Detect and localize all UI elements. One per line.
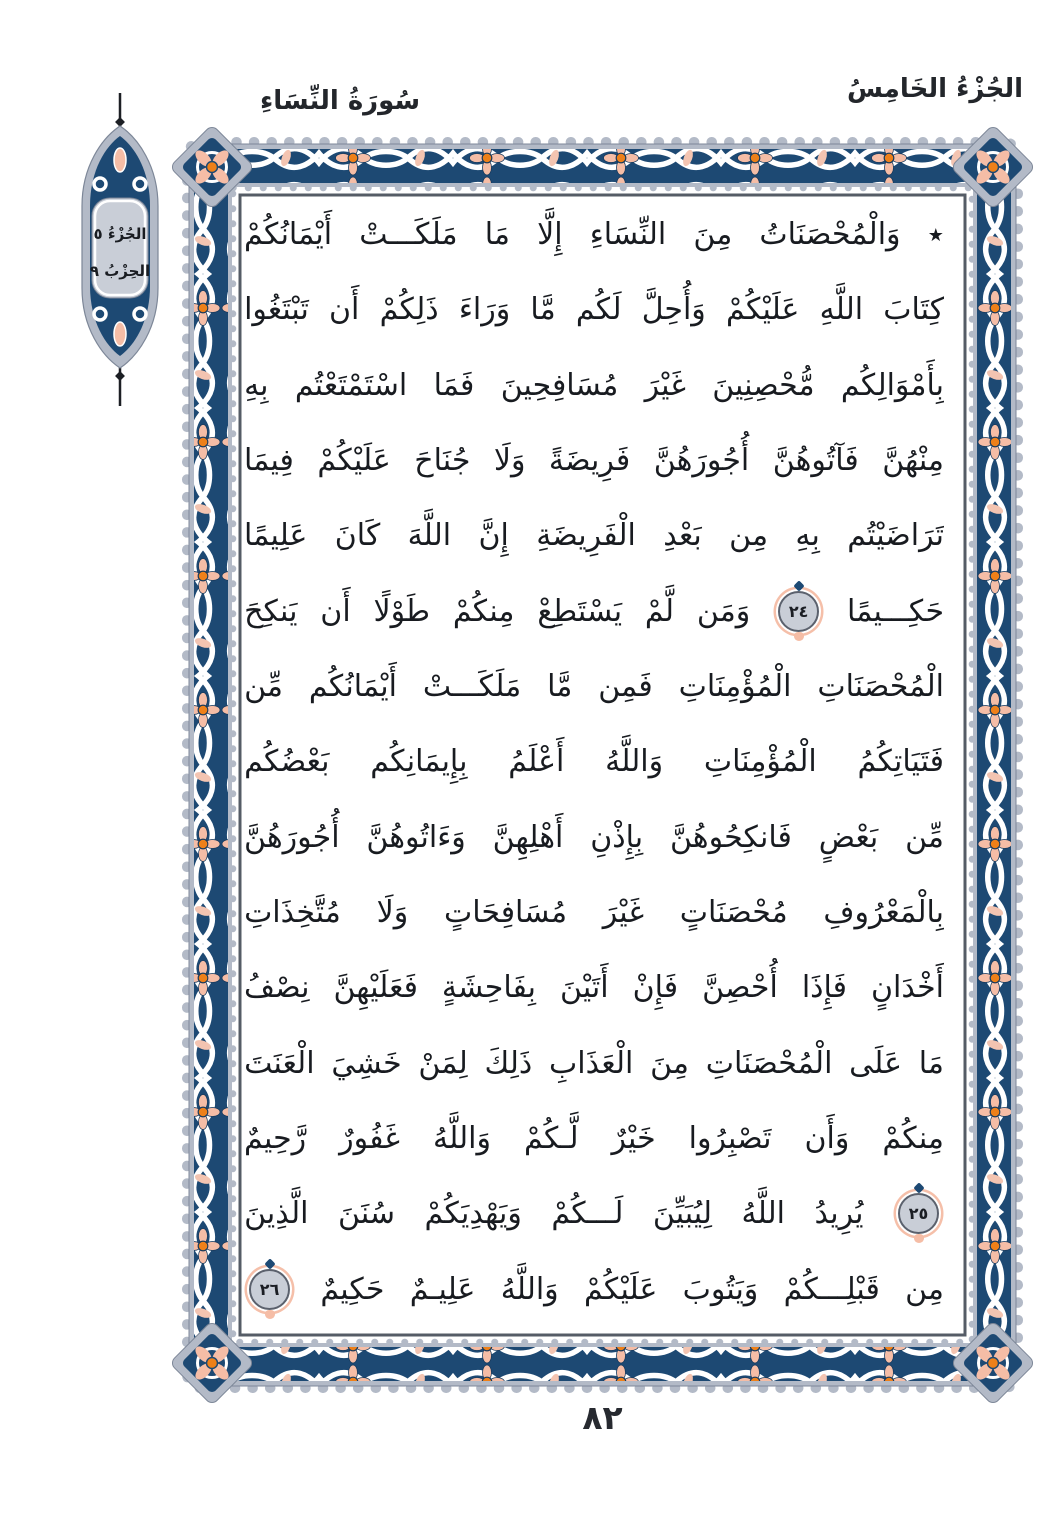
quran-word: ذَلِكَ bbox=[484, 1045, 533, 1081]
quran-word: مِنكُمْ bbox=[452, 593, 515, 629]
quran-word: مَّا bbox=[530, 292, 556, 328]
quran-word: تَرَاضَيْتُم bbox=[847, 518, 944, 554]
quran-word: لَّمْ bbox=[644, 593, 675, 629]
quran-line bbox=[244, 800, 944, 875]
quran-word: عَلِيـمٌ bbox=[409, 1271, 476, 1307]
quran-word: مِنْهُنَّ bbox=[882, 443, 944, 479]
quran-word: وَمَن bbox=[696, 593, 751, 629]
quran-word: لَـــكُمْ bbox=[551, 1196, 624, 1232]
ayah-end-marker: ٢٦ bbox=[249, 1269, 290, 1310]
quran-word: خَشِيَ bbox=[331, 1045, 402, 1081]
border-band-bottom bbox=[194, 1345, 1011, 1381]
quran-word: عَلَيْكُمْ bbox=[583, 1271, 658, 1307]
quran-word: فَمَا bbox=[433, 367, 475, 403]
quran-word: مَلَكَـــتْ bbox=[359, 217, 458, 252]
quran-word: عَلَى bbox=[849, 1045, 903, 1081]
quran-word: فَإِنْ bbox=[632, 970, 679, 1006]
quran-line bbox=[244, 574, 944, 649]
quran-line bbox=[244, 423, 944, 498]
quran-word: أَتَيْنَ bbox=[559, 970, 609, 1006]
quran-line bbox=[244, 197, 944, 272]
quran-word: اللَّهُ bbox=[741, 1196, 785, 1232]
quran-word: حَكِـــيمًا bbox=[846, 593, 944, 629]
quran-word: تَصْبِرُوا bbox=[688, 1121, 772, 1157]
quran-word: فَرِيضَةً bbox=[548, 443, 631, 479]
quran-line bbox=[244, 875, 944, 950]
quran-word: طَوْلًا bbox=[373, 593, 430, 629]
quran-word: أَخْدَانٍ bbox=[871, 970, 944, 1006]
quran-word: نِصْفُ bbox=[244, 970, 310, 1006]
quran-word: الْعَنَتَ bbox=[244, 1045, 315, 1081]
quran-line bbox=[244, 272, 944, 347]
quran-text-area bbox=[244, 197, 944, 1327]
petal-bud-top bbox=[114, 148, 126, 172]
petal-bud-bottom bbox=[114, 322, 126, 346]
quran-word: أَن bbox=[320, 593, 351, 629]
quran-word: عَلِيمًا bbox=[244, 518, 308, 554]
quran-word: أَيْمَانُكُم bbox=[308, 669, 397, 705]
quran-line bbox=[244, 649, 944, 724]
quran-word: غَيْرَ bbox=[602, 895, 645, 931]
quran-word: وَاللَّهُ bbox=[433, 1121, 491, 1157]
quran-word: وَأُحِلَّ bbox=[641, 292, 706, 328]
juz-hizb-medallion bbox=[58, 88, 188, 413]
quran-word: مُتَّخِذَاتِ bbox=[244, 895, 341, 931]
quran-word: مِن bbox=[729, 518, 769, 554]
quran-word: مُسَافِحَاتٍ bbox=[443, 895, 568, 931]
quran-word: الْعَذَابِ bbox=[549, 1045, 634, 1081]
quran-word: وَيَهْدِيَكُمْ bbox=[424, 1196, 522, 1232]
quran-word: مَّا bbox=[547, 669, 573, 705]
quran-word: كِتَابَ bbox=[883, 292, 944, 328]
quran-word: بِالْمَعْرُوفِ bbox=[823, 895, 944, 931]
quran-word: لَّـكُمْ bbox=[524, 1121, 579, 1157]
quran-word: فَإِذَا bbox=[801, 970, 847, 1006]
quran-word: وَلَا bbox=[376, 895, 409, 931]
quran-word: مُّحْصِنِينَ bbox=[712, 367, 815, 403]
quran-word: يُرِيدُ bbox=[814, 1196, 864, 1232]
hizb-number-label: الحِزْبُ ٩ bbox=[89, 262, 151, 280]
quran-word: وَرَاءَ bbox=[458, 292, 511, 328]
ayah-end-marker: ٢٤ bbox=[778, 591, 819, 632]
quran-word: لِمَنْ bbox=[418, 1045, 468, 1081]
quran-word: الْمُحْصَنَاتِ bbox=[817, 669, 944, 705]
quran-word: عَلَيْكُمْ bbox=[317, 443, 391, 479]
quran-word: أُجُورَهُنَّ bbox=[244, 819, 340, 855]
quran-word: الْمُؤْمِنَاتِ bbox=[678, 669, 792, 705]
quran-word: مِّن bbox=[244, 669, 283, 705]
quran-word: مَا bbox=[918, 1045, 944, 1081]
quran-word: بِهِ bbox=[244, 367, 269, 403]
quran-word: وَأَن bbox=[804, 1121, 850, 1157]
quran-word: وَاللَّهُ bbox=[500, 1271, 559, 1307]
quran-word: بِفَاحِشَةٍ bbox=[441, 970, 536, 1006]
quran-word: الْمُحْصَنَاتِ bbox=[705, 1045, 833, 1081]
quran-word: بَعْضٍ bbox=[818, 819, 879, 855]
quran-word: مِنَ bbox=[693, 217, 733, 252]
quran-word: الَّذِينَ bbox=[244, 1196, 309, 1232]
quran-word: بَعْدِ bbox=[663, 518, 702, 554]
quran-line bbox=[244, 348, 944, 423]
quran-word: مِن bbox=[905, 1271, 944, 1307]
quran-word: أُجُورَهُنَّ bbox=[653, 443, 750, 479]
juz-name-header: الجُزْءُ الخَامِسُ bbox=[847, 74, 1023, 104]
quran-word: مِّن bbox=[905, 819, 944, 855]
quran-word: وَاللَّهُ bbox=[605, 744, 664, 780]
page-number: ٨٢ bbox=[582, 1398, 623, 1437]
quran-word: اسْتَمْتَعْتُم bbox=[294, 367, 408, 403]
quran-word: وَلَا bbox=[493, 443, 526, 479]
quran-word: لَكُم bbox=[575, 292, 622, 328]
quran-line bbox=[244, 1026, 944, 1101]
quran-word: مَلَكَـــتْ bbox=[422, 669, 522, 705]
quran-word: الْمُؤْمِنَاتِ bbox=[703, 744, 817, 780]
quran-word: مُسَافِحِينَ bbox=[500, 367, 619, 403]
quran-word: بِهِ bbox=[795, 518, 820, 554]
quran-line bbox=[244, 1176, 944, 1251]
border-band-top bbox=[194, 149, 1011, 185]
juz-number-label: الجُزْءُ ٥ bbox=[93, 225, 147, 243]
quran-word: ذَلِكُمْ bbox=[379, 292, 439, 328]
quran-word: أَهْلِهِنَّ bbox=[492, 819, 564, 855]
quran-word: غَيْرَ bbox=[644, 367, 686, 403]
quran-word: فَانكِحُوهُنَّ bbox=[669, 819, 792, 855]
quran-word: وَيَتُوبَ bbox=[682, 1271, 759, 1307]
quran-word: جُنَاحَ bbox=[414, 443, 471, 479]
quran-word: فَآتُوهُنَّ bbox=[772, 443, 859, 479]
quran-word: خَيْرٌ bbox=[611, 1121, 656, 1157]
quran-line bbox=[244, 950, 944, 1025]
quran-word: غَفُورٌ bbox=[339, 1121, 400, 1157]
quran-word: يَسْتَطِعْ bbox=[537, 593, 623, 629]
border-band-left bbox=[194, 149, 230, 1381]
quran-word: إِنَّ bbox=[478, 518, 509, 554]
quran-word: رَّحِيمٌ bbox=[244, 1121, 307, 1157]
quran-word: مِنَ bbox=[650, 1045, 689, 1081]
quran-word: ٭ bbox=[927, 217, 944, 252]
surah-name-header: سُورَةُ النِّسَاءِ bbox=[259, 86, 421, 116]
quran-word: لِيُبَيِّنَ bbox=[652, 1196, 712, 1232]
quran-line bbox=[244, 1252, 944, 1327]
quran-word: حَكِيمٌ bbox=[320, 1271, 385, 1307]
quran-word: اللَّهَ bbox=[407, 518, 452, 554]
quran-word: اللَّهِ bbox=[819, 292, 864, 328]
quran-word: إِلَّا bbox=[537, 217, 563, 252]
quran-word: فَتَيَاتِكُمُ bbox=[857, 744, 944, 780]
quran-word: مُحْصَنَاتٍ bbox=[679, 895, 788, 931]
border-band-right bbox=[975, 149, 1011, 1381]
quran-word: بِإِيمَانِكُم bbox=[370, 744, 468, 780]
quran-word: وَالْمُحْصَنَاتُ bbox=[759, 217, 901, 252]
quran-word: مِنكُمْ bbox=[882, 1121, 944, 1157]
quran-line bbox=[244, 498, 944, 573]
quran-word: بِأَمْوَالِكُم bbox=[840, 367, 944, 403]
quran-word: قَبْلِـــكُمْ bbox=[783, 1271, 880, 1307]
quran-word: فِيمَا bbox=[244, 443, 294, 479]
quran-word: أُحْصِنَّ bbox=[702, 970, 778, 1006]
quran-word: يَنكِحَ bbox=[244, 593, 298, 629]
quran-word: عَلَيْكُمْ bbox=[725, 292, 800, 328]
quran-word: سُنَنَ bbox=[337, 1196, 396, 1232]
quran-word: أَعْلَمُ bbox=[508, 744, 565, 780]
quran-word: فَمِن bbox=[598, 669, 653, 705]
quran-line bbox=[244, 724, 944, 799]
quran-word: تَبْتَغُوا bbox=[244, 292, 309, 328]
quran-word: كَانَ bbox=[334, 518, 381, 554]
quran-word: فَعَلَيْهِنَّ bbox=[333, 970, 418, 1006]
axis-diamond-bottom bbox=[115, 371, 125, 381]
quran-word: أَن bbox=[329, 292, 360, 328]
quran-word: أَيْمَانُكُمْ bbox=[244, 217, 333, 252]
quran-word: بَعْضُكُم bbox=[244, 744, 330, 780]
quran-word: مَا bbox=[484, 217, 510, 252]
quran-word: بِإِذْنِ bbox=[590, 819, 644, 855]
quran-word: الْفَرِيضَةِ bbox=[536, 518, 636, 554]
quran-word: النِّسَاءِ bbox=[589, 217, 667, 252]
ayah-end-marker: ٢٥ bbox=[898, 1193, 939, 1234]
quran-word: وَءَاتُوهُنَّ bbox=[366, 819, 466, 855]
quran-line bbox=[244, 1101, 944, 1176]
medallion-panel bbox=[95, 201, 145, 295]
